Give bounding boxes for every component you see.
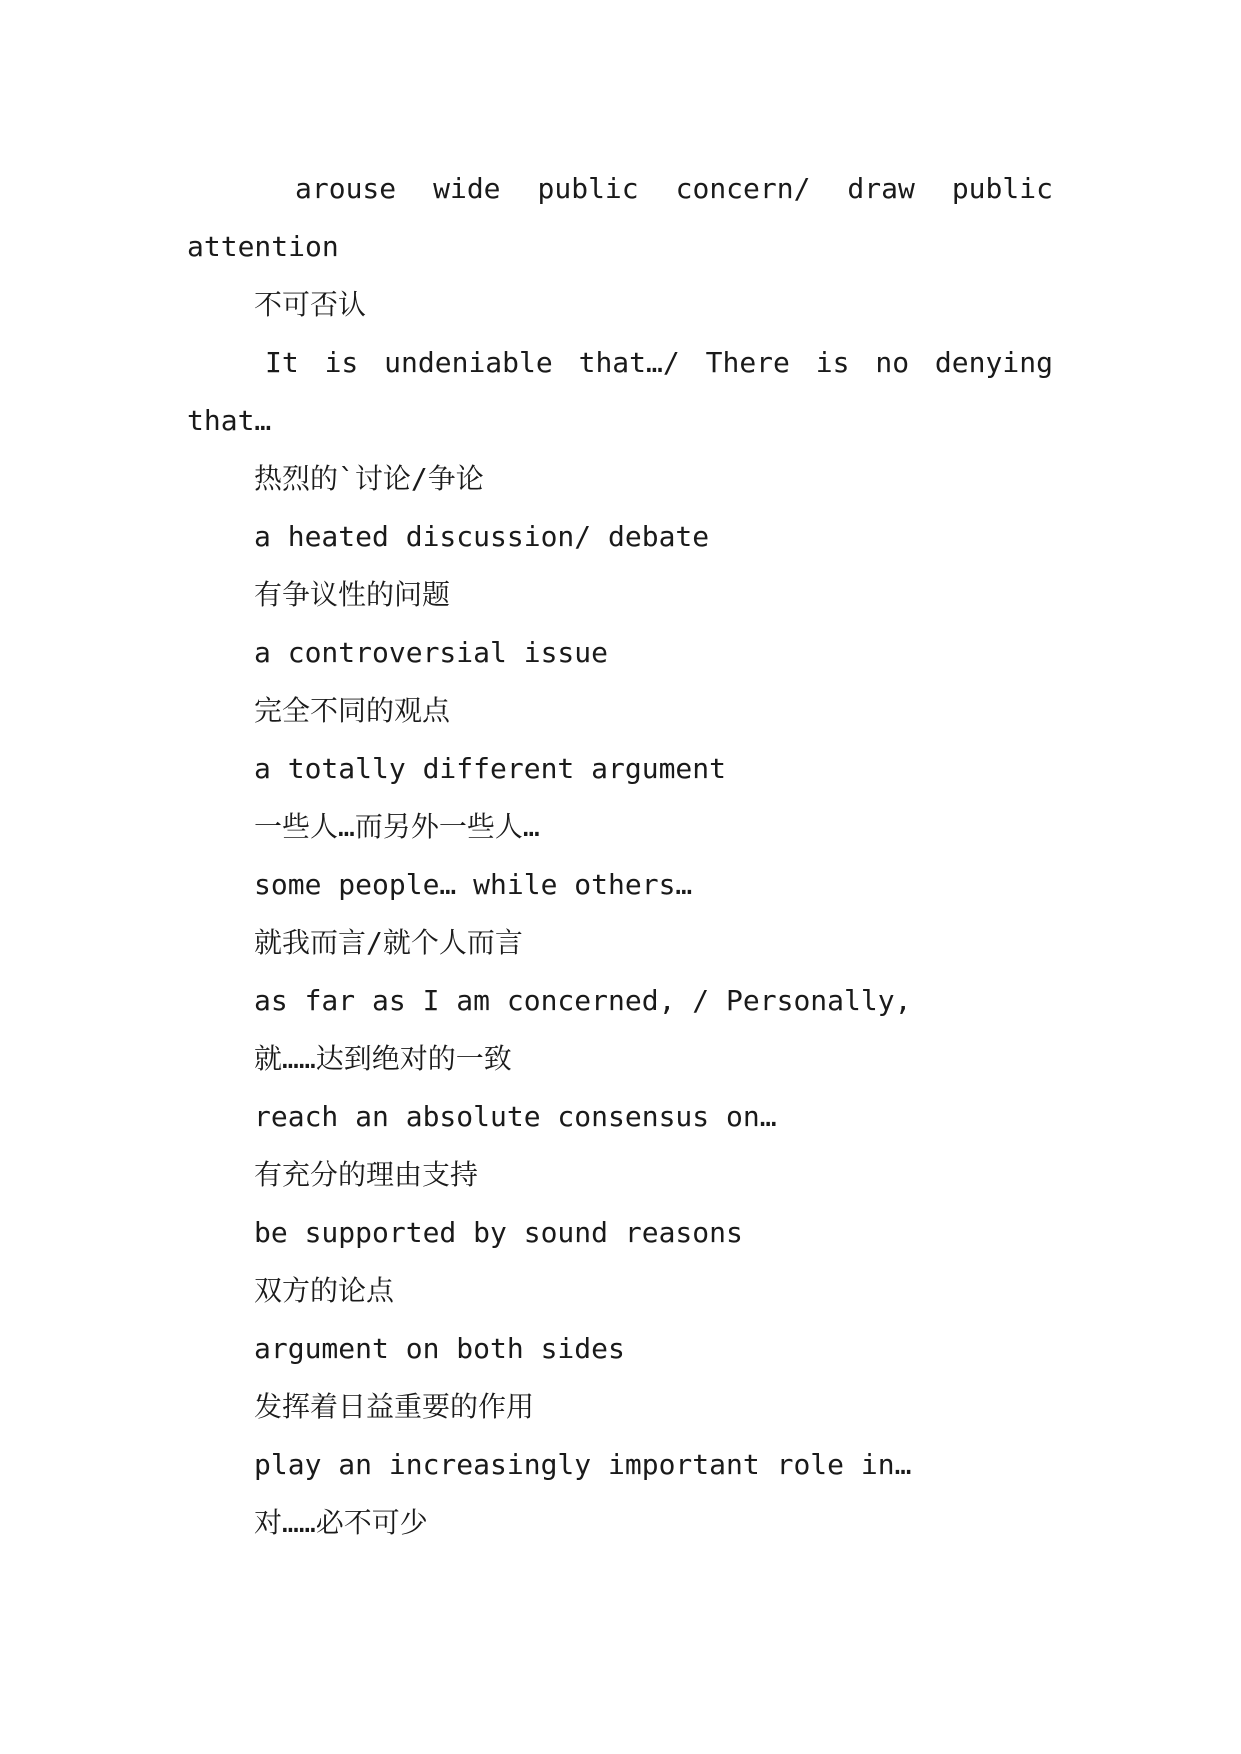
text-line-13: some people… while others… — [254, 868, 693, 901]
word: It — [265, 346, 299, 379]
text-line-23: play an increasingly important role in… — [254, 1448, 912, 1481]
text-line-19: be supported by sound reasons — [254, 1216, 743, 1249]
text-line-6: 热烈的`讨论/争论 — [254, 462, 484, 495]
text-line-3: 不可否认 — [254, 288, 367, 321]
word: public — [951, 172, 1053, 205]
text-line-7: a heated discussion/ debate — [254, 520, 710, 553]
text-line-21: argument on both sides — [254, 1332, 625, 1365]
text-line-2: attention — [187, 230, 339, 263]
text-line-22: 发挥着日益重要的作用 — [254, 1390, 535, 1423]
word: public — [537, 172, 639, 205]
text-line-14: 就我而言/就个人而言 — [254, 926, 523, 959]
word: wide — [433, 172, 501, 205]
text-line-5: that… — [187, 404, 272, 437]
text-line-9: a controversial issue — [254, 636, 609, 669]
word: that…/ — [578, 346, 680, 379]
word: draw — [847, 172, 915, 205]
word: no — [875, 346, 910, 379]
word: There — [705, 346, 790, 379]
word: concern/ — [675, 172, 811, 205]
word: is — [815, 346, 850, 379]
text-line-11: a totally different argument — [254, 752, 727, 785]
text-line-1 — [187, 160, 1053, 218]
text-line-15: as far as I am concerned, / Personally, — [254, 984, 912, 1017]
text-line-4 — [187, 334, 1053, 392]
text-line-12: 一些人…而另外一些人… — [254, 810, 540, 843]
word: denying — [934, 346, 1053, 379]
text-line-24: 对……必不可少 — [254, 1506, 428, 1539]
word: arouse — [295, 172, 397, 205]
document-page — [187, 160, 1053, 1552]
text-line-10: 完全不同的观点 — [254, 694, 451, 727]
text-line-20: 双方的论点 — [254, 1274, 395, 1307]
text-line-16: 就……达到绝对的一致 — [254, 1042, 512, 1075]
text-line-8: 有争议性的问题 — [254, 578, 451, 611]
word: undeniable — [384, 346, 553, 379]
word: is — [324, 346, 359, 379]
text-line-17: reach an absolute consensus on… — [254, 1100, 777, 1133]
text-line-18: 有充分的理由支持 — [254, 1158, 479, 1191]
